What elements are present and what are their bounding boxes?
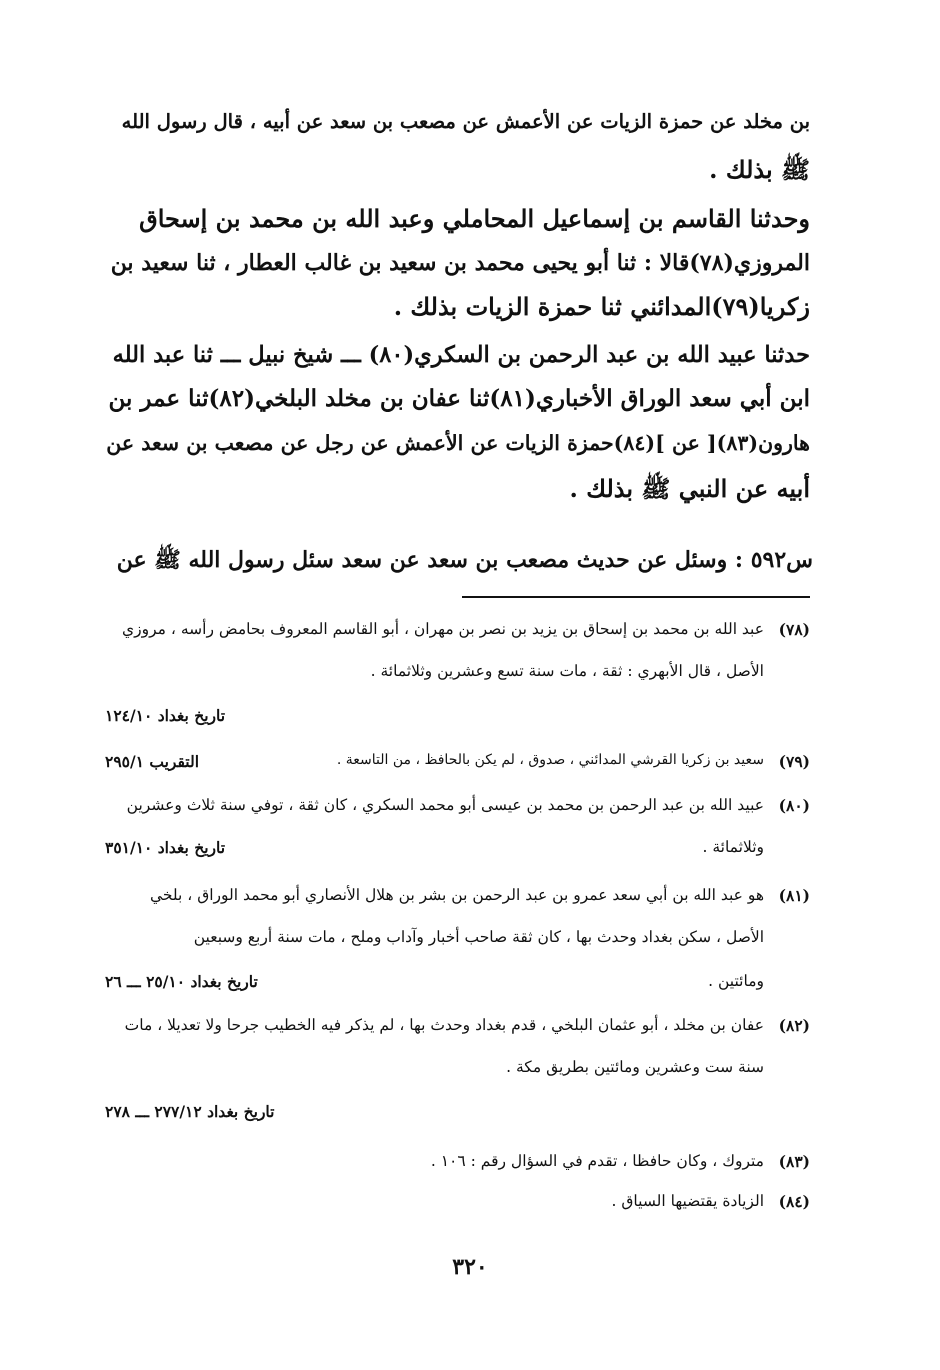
footnote-83-line-1 [105, 1152, 810, 1178]
p2-line-2: المروزي(٧٨)قالا : ثنا أبو يحيى محمد بن سعيد بن غالب العطار ، ثنا سعيد بن [110, 250, 810, 276]
question-number: س٥٩٢ [750, 547, 813, 573]
footnote-78-number: (٧٨) [778, 620, 810, 639]
p1-line-2: ﷺ بذلك . [709, 155, 810, 184]
footnote-82-text: عفان بن مخلد ، أبو عثمان البلخي ، قدم بغداد وحدث بها ، لم يذكر فيه الخطيب جرحا ولا تعديلا ، مات [124, 1016, 764, 1034]
footnote-81-text: هو عبد الله بن أبي سعد عمرو بن عبد الرحمن بن بشر بن هلال الأنصاري أبو محمد الوراق ، بلخي [149, 886, 764, 904]
footnote-78-line-1 [105, 620, 810, 646]
p3-line-3: هارون(٨٣)[ عن ](٨٤)حمزة الزيات عن الأعمش عن رجل عن مصعب بن سعد عن [106, 431, 810, 455]
p2-line-1: وحدثنا القاسم بن إسماعيل المحاملي وعبد الله بن محمد بن إسحاق [139, 204, 810, 233]
footnote-separator [462, 596, 810, 598]
footnote-80-line-1 [105, 796, 810, 822]
footnote-79-text: سعيد بن زكريا القرشي المدائني ، صدوق ، لم يكن بالحافظ ، من التاسعة . [336, 752, 764, 768]
footnote-81-line-2 [105, 928, 810, 954]
footnote-81-line-1 [105, 886, 810, 912]
footnote-82-reference: تاريخ بغداد ٢٧٧/١٢ ـــ ٢٧٨ [105, 1102, 275, 1121]
footnote-79-reference: التقريب ٢٩٥/١ [105, 752, 199, 771]
footnote-78-line-2 [105, 662, 810, 688]
footnote-82-text-2: سنة ست وعشرين ومائتين بطريق مكة . [506, 1058, 764, 1076]
p3-line-4: أبيه عن النبي ﷺ بذلك . [569, 474, 810, 503]
p1-line-1: بن مخلد عن حمزة الزيات عن الأعمش عن مصعب بن سعد عن أبيه ، قال رسول الله [121, 110, 810, 133]
question-text: : وسئل عن حديث مصعب بن سعد عن سعد سئل رسول الله ﷺ عن [116, 547, 744, 573]
footnote-81-reference: تاريخ بغداد ٢٥/١٠ ـــ ٢٦ [105, 972, 258, 991]
footnote-84-line-1 [105, 1192, 810, 1218]
footnote-84-text: الزيادة يقتضيها السياق . [611, 1192, 764, 1210]
p3-line-1: حدثنا عبيد الله بن عبد الرحمن بن السكري(٨٠) ـــ شيخ نبيل ـــ ثنا عبد الله [112, 342, 810, 368]
footnote-78-text-2: الأصل ، قال الأبهري : ثقة ، مات سنة تسع وعشرين وثلاثمائة . [370, 662, 764, 680]
footnote-80-number: (٨٠) [778, 796, 810, 815]
footnote-79-number: (٧٩) [778, 752, 810, 771]
footnote-83-number: (٨٣) [778, 1152, 810, 1171]
p3-line-2: ابن أبي سعد الوراق الأخباري(٨١)ثنا عفان بن مخلد البلخي(٨٢)ثنا عمر بن [108, 385, 810, 412]
footnote-80-line-2 [105, 838, 810, 864]
footnote-81-text-2: الأصل ، سكن بغداد وحدث بها ، كان ثقة صاحب أخبار وآداب وملح ، مات سنة أربع وسبعين [193, 928, 764, 946]
footnote-81-text-3: ومائتين . [708, 972, 764, 990]
footnote-84-number: (٨٤) [778, 1192, 810, 1211]
footnote-82-line-2 [105, 1058, 810, 1084]
page-number: ٣٢٠ [452, 1254, 488, 1280]
footnote-78-reference: تاريخ بغداد ١٢٤/١٠ [105, 706, 226, 725]
footnote-79-line-1 [105, 752, 810, 778]
footnote-80-text-2: وثلاثمائة . [702, 838, 764, 856]
footnote-81-number: (٨١) [778, 886, 810, 905]
footnote-82-line-1 [105, 1016, 810, 1042]
question-line [105, 538, 813, 582]
footnote-81-line-3 [105, 972, 810, 998]
footnote-78-text: عبد الله بن محمد بن إسحاق بن يزيد بن نصر بن مهران ، أبو القاسم المعروف بحامض رأسه ، مروزي [122, 620, 764, 638]
footnote-82-number: (٨٢) [778, 1016, 810, 1035]
footnote-80-text: عبيد الله بن عبد الرحمن بن محمد بن عيسى أبو محمد السكري ، كان ثقة ، توفي سنة ثلاث وعشرين [126, 796, 764, 814]
footnote-83-text: متروك ، وكان حافظا ، تقدم في السؤال رقم : ١٠٦ . [430, 1152, 764, 1170]
p2-line-3: زكريا(٧٩)المدائني ثنا حمزة الزيات بذلك . [393, 292, 810, 321]
footnote-80-reference: تاريخ بغداد ٣٥١/١٠ [105, 838, 226, 857]
